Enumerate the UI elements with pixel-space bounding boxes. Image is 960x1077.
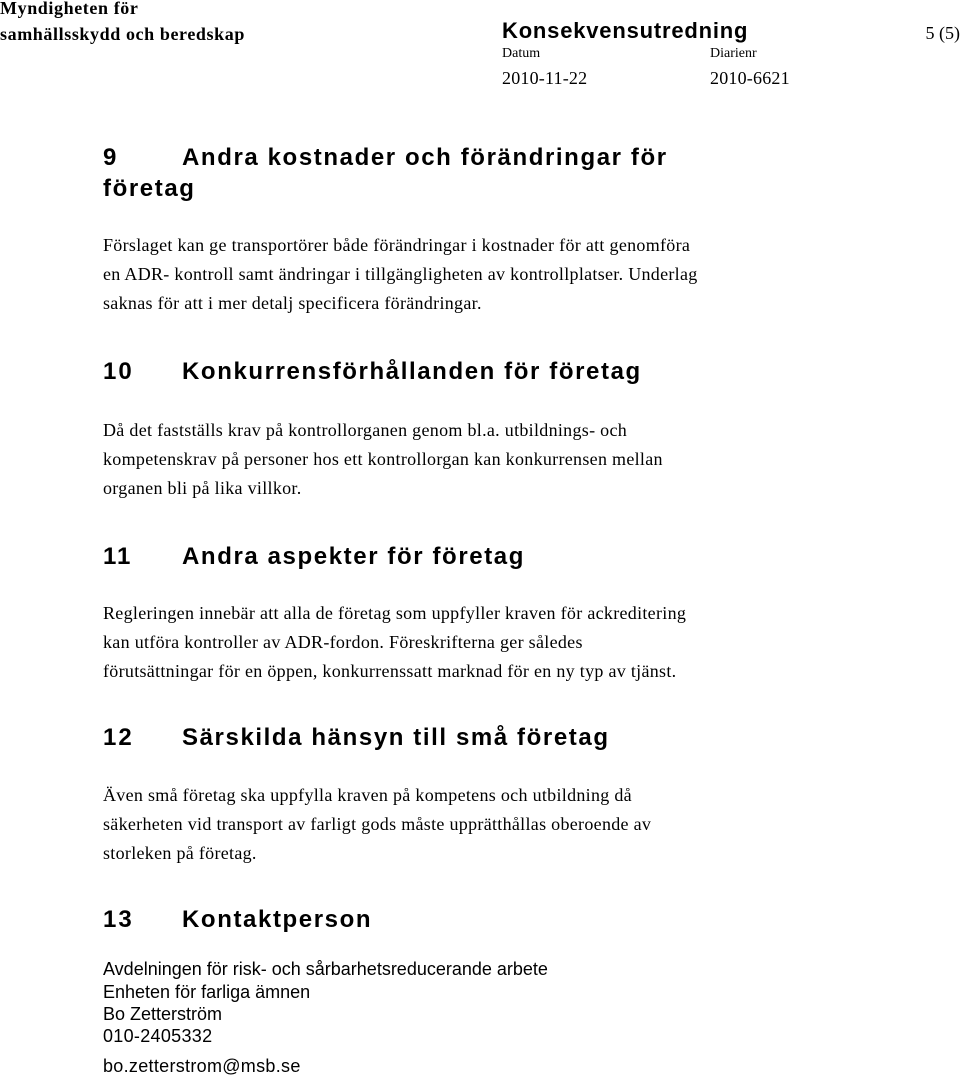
organization-name-line-2: samhällsskydd och beredskap — [0, 24, 245, 45]
page-number: 5 (5) — [926, 23, 960, 44]
body-text-line: Då det fastställs krav på kontrollorganen genom bl.a. utbildnings- och — [103, 420, 627, 441]
contact-phone: 010-2405332 — [103, 1026, 212, 1047]
body-text-line: organen bli på lika villkor. — [103, 478, 302, 499]
body-text-line: Förslaget kan ge transportörer både förändringar i kostnader för att genomföra — [103, 235, 690, 256]
body-text-line: storleken på företag. — [103, 843, 257, 864]
section-number: 12 — [103, 724, 134, 752]
section-heading-line: Andra aspekter för företag — [182, 543, 525, 571]
section-number: 13 — [103, 906, 134, 934]
section-heading-line: Andra kostnader och förändringar för — [182, 144, 668, 172]
organization-name-line-1: Myndigheten för — [0, 0, 139, 19]
contact-name: Bo Zetterström — [103, 1004, 222, 1025]
body-text-line: kompetenskrav på personer hos ett kontrollorgan kan konkurrensen mellan — [103, 449, 663, 470]
section-number: 9 — [103, 144, 118, 172]
body-text-line: en ADR- kontroll samt ändringar i tillgängligheten av kontrollplatser. Underlag — [103, 264, 698, 285]
body-text-line: förutsättningar för en öppen, konkurrenssatt marknad för en ny typ av tjänst. — [103, 661, 676, 682]
section-heading-line: Kontaktperson — [182, 906, 372, 934]
date-value: 2010-11-22 — [502, 68, 587, 89]
contact-unit: Enheten för farliga ämnen — [103, 982, 310, 1003]
reference-label: Diarienr — [710, 46, 757, 62]
section-heading-line: Konkurrensförhållanden för företag — [182, 358, 642, 386]
contact-department: Avdelningen för risk- och sårbarhetsreducerande arbete — [103, 959, 548, 980]
date-label: Datum — [502, 46, 540, 62]
body-text-line: Även små företag ska uppfylla kraven på kompetens och utbildning då — [103, 785, 632, 806]
body-text-line: Regleringen innebär att alla de företag som uppfyller kraven för ackreditering — [103, 603, 686, 624]
body-text-line: saknas för att i mer detalj specificera förändringar. — [103, 293, 482, 314]
section-heading-line: Särskilda hänsyn till små företag — [182, 724, 610, 752]
section-number: 11 — [103, 543, 132, 571]
section-heading-line: företag — [103, 175, 196, 203]
contact-email-link[interactable]: bo.zetterstrom@msb.se — [103, 1056, 301, 1077]
section-number: 10 — [103, 358, 134, 386]
reference-value: 2010-6621 — [710, 68, 790, 89]
body-text-line: säkerheten vid transport av farligt gods måste upprätthållas oberoende av — [103, 814, 651, 835]
document-title: Konsekvensutredning — [502, 18, 748, 44]
body-text-line: kan utföra kontroller av ADR-fordon. Föreskrifterna ger således — [103, 632, 583, 653]
